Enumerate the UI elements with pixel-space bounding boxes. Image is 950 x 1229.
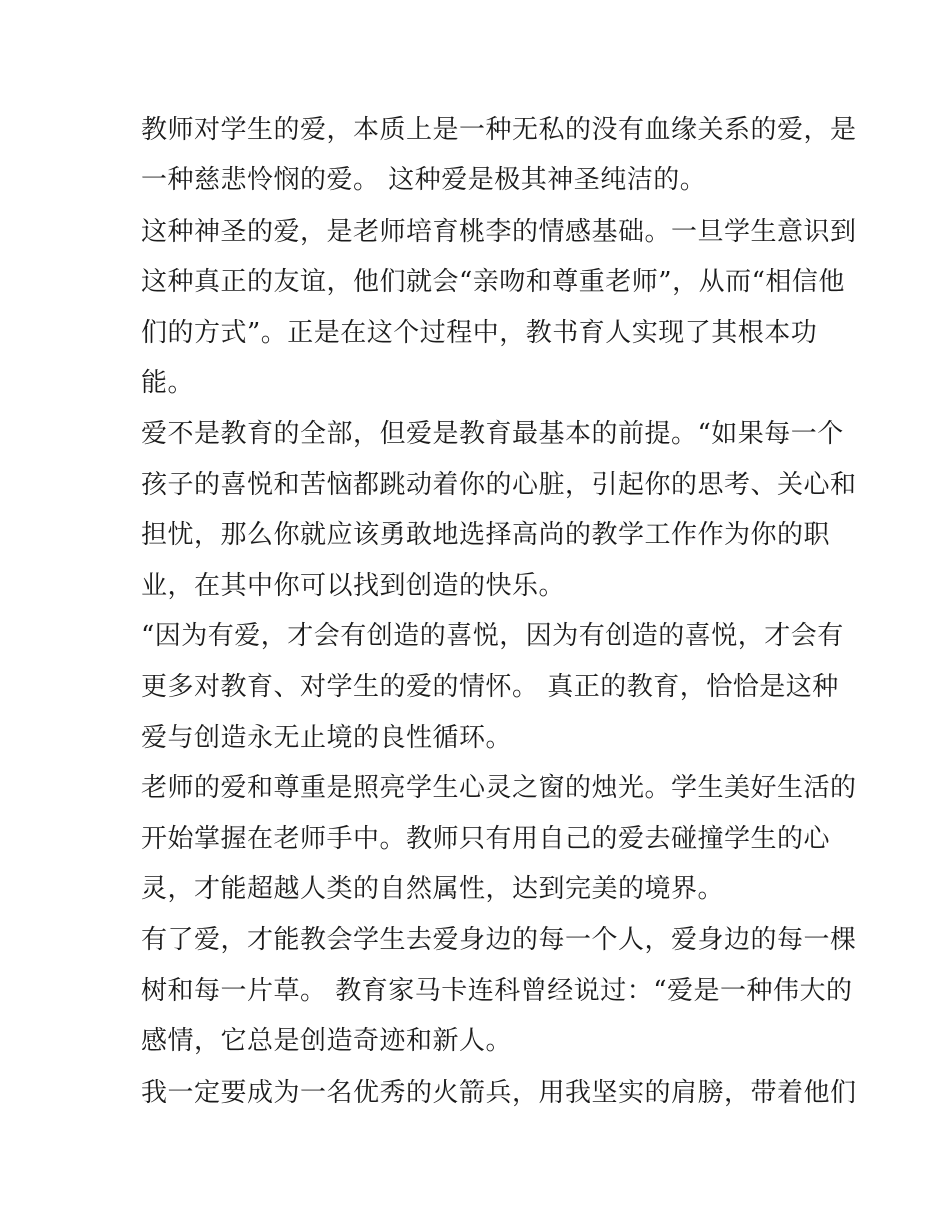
text-line: 们的方式”。正是在这个过程中，教书育人实现了其根本功: [141, 318, 818, 348]
text-line: 这种真正的友谊，他们就会“亲吻和尊重老师”，从而“相信他: [141, 267, 845, 297]
text-line: 担忧，那么你就应该勇敢地选择高尚的教学工作作为你的职: [141, 520, 831, 550]
text-line: 业，在其中你可以找到创造的快乐。: [141, 571, 566, 601]
text-line: 爱与创造永无止境的良性循环。: [141, 723, 513, 753]
text-line: 感情，它总是创造奇迹和新人。: [141, 1026, 513, 1056]
text-line: 教师对学生的爱，本质上是一种无私的没有血缘关系的爱，是: [141, 115, 857, 145]
text-line: 爱不是教育的全部，但爱是教育最基本的前提。“如果每一个: [141, 419, 844, 449]
text-line: 我一定要成为一名优秀的火箭兵，用我坚实的肩膀，带着他们: [141, 1078, 857, 1108]
text-line: 这种神圣的爱，是老师培育桃李的情感基础。一旦学生意识到: [141, 217, 857, 247]
text-line: 灵，才能超越人类的自然属性，达到完美的境界。: [141, 874, 725, 904]
text-line: 有了爱，才能教会学生去爱身边的每一个人，爱身边的每一棵: [141, 925, 857, 955]
text-line: 开始掌握在老师手中。教师只有用自己的爱去碰撞学生的心: [141, 824, 831, 854]
text-line: “因为有爱，才会有创造的喜悦，因为有创造的喜悦，才会有: [141, 621, 844, 651]
text-line: 树和每一片草。 教育家马卡连科曾经说过：“爱是一种伟大的: [141, 976, 853, 1006]
text-line: 老师的爱和尊重是照亮学生心灵之窗的烛光。学生美好生活的: [141, 773, 857, 803]
text-line: 孩子的喜悦和苦恼都跳动着你的心脏，引起你的思考、关心和: [141, 470, 857, 500]
text-line: 能。: [141, 368, 195, 398]
text-line: 更多对教育、对学生的爱的情怀。 真正的教育，恰恰是这种: [141, 672, 839, 702]
text-line: 一种慈悲怜悯的爱。 这种爱是极其神圣纯洁的。: [141, 165, 707, 195]
